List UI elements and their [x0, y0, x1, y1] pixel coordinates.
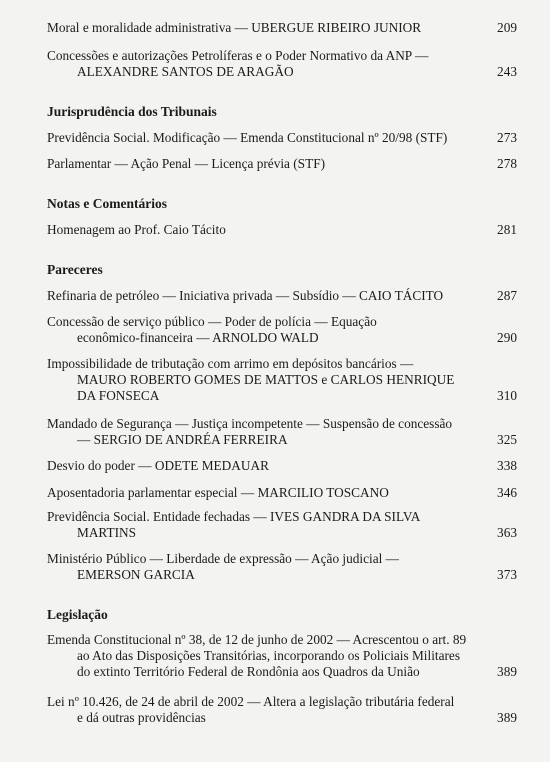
toc-entry[interactable]	[47, 632, 517, 680]
toc-entry-continuation-line: do extinto Território Federal de Rondônia aos Quadros da União	[77, 664, 420, 679]
toc-entry-title	[47, 288, 477, 304]
toc-entry-line: Refinaria de petróleo — Iniciativa privada — Subsídio — CAIO TÁCITO	[47, 288, 444, 303]
toc-entry[interactable]	[47, 20, 517, 36]
toc-entry-line: Aposentadoria parlamentar especial — MARCILIO TOSCANO	[47, 485, 389, 500]
toc-entry-line: Lei nº 10.426, de 24 de abril de 2002 — Altera a legislação tributária federal	[47, 694, 455, 709]
toc-page-number: 363	[497, 525, 517, 540]
toc-entry-line: Impossibilidade de tributação com arrimo em depósitos bancários —	[47, 356, 414, 371]
toc-entry[interactable]	[47, 48, 517, 80]
toc-entry-title	[47, 694, 477, 726]
toc-entry-title	[47, 416, 477, 448]
toc-entry-continuation-line: e dá outras providências	[77, 710, 206, 725]
toc-page-number: 325	[497, 432, 517, 447]
toc-entry-line: Mandado de Segurança — Justiça incompetente — Suspensão de concessão	[47, 416, 453, 431]
toc-entry[interactable]	[47, 551, 517, 583]
section-heading: Pareceres	[47, 262, 103, 277]
toc-entry-title	[47, 222, 477, 238]
toc-entry[interactable]	[47, 156, 517, 172]
section-heading: Legislação	[47, 607, 108, 622]
toc-entry-continuation-line: ao Ato das Disposições Transitórias, incorporando os Policiais Militares	[77, 648, 460, 663]
toc-entry[interactable]	[47, 130, 517, 146]
toc-entry[interactable]	[47, 314, 517, 346]
toc-entry-title	[47, 458, 477, 474]
toc-page-number: 273	[497, 130, 517, 145]
toc-entry-title	[47, 130, 477, 146]
toc-entry-title	[47, 356, 477, 404]
toc-page-number: 389	[497, 710, 517, 725]
toc-entry[interactable]	[47, 509, 517, 541]
toc-entry[interactable]	[47, 356, 517, 404]
toc-entry-line: Desvio do poder — ODETE MEDAUAR	[47, 458, 269, 473]
toc-entry-continuation-line: ALEXANDRE SANTOS DE ARAGÃO	[77, 64, 294, 79]
section-heading: Notas e Comentários	[47, 196, 167, 211]
toc-entry-continuation-line: — SERGIO DE ANDRÉA FERREIRA	[77, 432, 288, 447]
toc-entry-line: Previdência Social. Entidade fechadas — IVES GANDRA DA SILVA	[47, 509, 421, 524]
section-heading: Jurisprudência dos Tribunais	[47, 104, 217, 119]
toc-entry-line: Ministério Público — Liberdade de expressão — Ação judicial —	[47, 551, 399, 566]
toc-page-number: 209	[497, 20, 517, 35]
toc-entry-title	[47, 485, 477, 501]
toc-page-number: 310	[497, 388, 517, 403]
toc-entry-title	[47, 20, 477, 36]
toc-page-number: 373	[497, 567, 517, 582]
toc-entry[interactable]	[47, 416, 517, 448]
toc-page-number: 243	[497, 64, 517, 79]
toc-page-number: 281	[497, 222, 517, 237]
toc-entry-title	[47, 48, 477, 80]
toc-page-number: 290	[497, 330, 517, 345]
toc-entry[interactable]	[47, 458, 517, 474]
toc-entry[interactable]	[47, 485, 517, 501]
toc-entry-line: Concessões e autorizações Petrolíferas e o Poder Normativo da ANP —	[47, 48, 429, 63]
toc-page-number: 389	[497, 664, 517, 679]
toc-entry-line: Previdência Social. Modificação — Emenda Constitucional nº 20/98 (STF)	[47, 130, 448, 145]
toc-entry[interactable]	[47, 222, 517, 238]
toc-entry-title	[47, 632, 477, 680]
toc-page-number: 338	[497, 458, 517, 473]
toc-page-number: 346	[497, 485, 517, 500]
toc-page-number: 287	[497, 288, 517, 303]
toc-entry-line: Emenda Constitucional nº 38, de 12 de junho de 2002 — Acrescentou o art. 89	[47, 632, 467, 647]
toc-entry-continuation-line: EMERSON GARCIA	[77, 567, 195, 582]
toc-entry-title	[47, 314, 477, 346]
toc-entry-line: Homenagem ao Prof. Caio Tácito	[47, 222, 226, 237]
toc-entry-continuation-line: DA FONSECA	[77, 388, 160, 403]
toc-page-number: 278	[497, 156, 517, 171]
toc-entry-continuation-line: MAURO ROBERTO GOMES DE MATTOS e CARLOS HENRIQUE	[77, 372, 455, 387]
toc-entry-title	[47, 156, 477, 172]
toc-entry-title	[47, 551, 477, 583]
toc-entry-continuation-line: econômico-financeira — ARNOLDO WALD	[77, 330, 319, 345]
toc-entry-line: Moral e moralidade administrativa — UBERGUE RIBEIRO JUNIOR	[47, 20, 422, 35]
toc-entry-line: Concessão de serviço público — Poder de polícia — Equação	[47, 314, 377, 329]
toc-entry[interactable]	[47, 694, 517, 726]
toc-entry[interactable]	[47, 288, 517, 304]
toc-entry-line: Parlamentar — Ação Penal — Licença prévia (STF)	[47, 156, 326, 171]
toc-entry-continuation-line: MARTINS	[77, 525, 137, 540]
toc-entry-title	[47, 509, 477, 541]
